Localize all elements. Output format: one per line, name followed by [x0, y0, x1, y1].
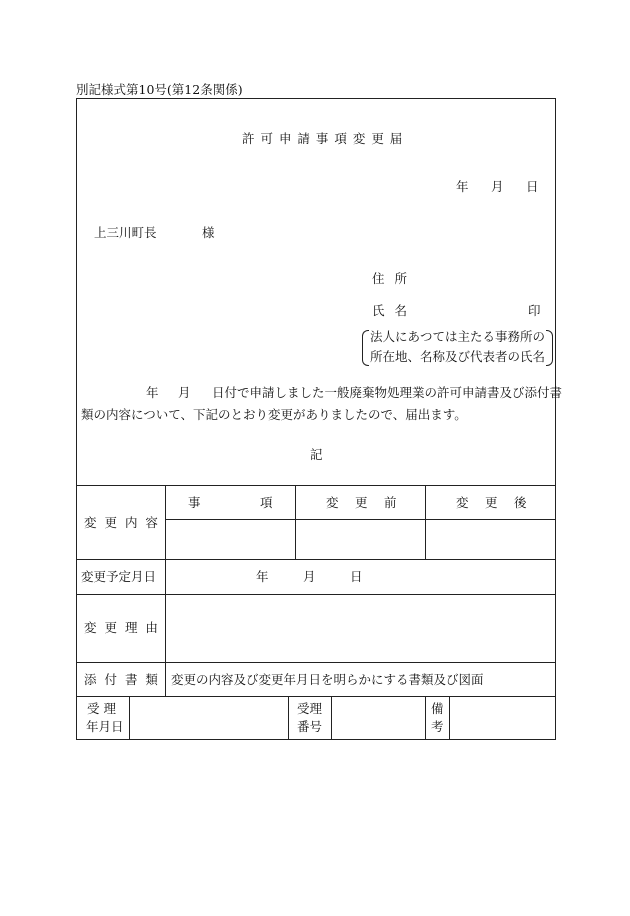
- receipt-number-right-divider: [331, 696, 332, 740]
- table-top-rule: [76, 485, 556, 486]
- receipt-date-label-line1: 受 理: [87, 701, 116, 716]
- form-title: 許 可 申 請 事 項 変 更 届: [242, 131, 404, 146]
- addressee-honorific: 様: [202, 225, 215, 240]
- scheduled-day: 日: [350, 569, 363, 584]
- scheduled-bottom-rule: [76, 594, 556, 595]
- changes-label: 変 更 内 容: [84, 515, 158, 530]
- reason-label: 変 更 理 由: [84, 620, 158, 635]
- changes-bottom-rule: [76, 559, 556, 560]
- remarks-label-line1: 備: [431, 701, 444, 716]
- col-after-char3: 後: [514, 495, 527, 510]
- attachments-label: 添 付 書 類: [84, 672, 158, 687]
- remarks-left-divider: [425, 696, 426, 740]
- remarks-right-divider: [449, 696, 450, 740]
- date-year: 年: [456, 179, 469, 194]
- seal-mark: 印: [528, 303, 541, 318]
- addressee-name: 上三川町長: [94, 225, 157, 240]
- attachments-value: 変更の内容及び変更年月日を明らかにする書類及び図面: [171, 672, 484, 687]
- receipt-number-left-divider: [288, 696, 289, 740]
- scheduled-year: 年: [256, 569, 269, 584]
- scheduled-month: 月: [303, 569, 316, 584]
- label-column-rule: [165, 485, 166, 696]
- receipt-date-divider: [129, 696, 130, 740]
- receipt-number-label-line2: 番号: [297, 719, 323, 734]
- attachments-bottom-rule: [76, 696, 556, 697]
- col-before-char2: 更: [355, 495, 368, 510]
- body-text-line1: 日付で申請しました一般廃棄物処理業の許可申請書及び添付書: [212, 385, 563, 400]
- col-after-char2: 更: [485, 495, 498, 510]
- col-after-char1: 変: [456, 495, 469, 510]
- item-before-divider: [295, 485, 296, 559]
- note-bracket-left: [362, 330, 369, 366]
- changes-header-rule: [165, 519, 556, 520]
- receipt-date-label-line2: 年月日: [86, 719, 124, 734]
- date-month: 月: [491, 179, 504, 194]
- name-label: 氏 名: [372, 303, 407, 318]
- body-month: 月: [178, 385, 191, 400]
- date-day: 日: [526, 179, 539, 194]
- address-label: 住 所: [372, 271, 407, 286]
- applicant-note-line1: 法人にあつては主たる事務所の: [370, 329, 546, 344]
- col-before-char1: 変: [326, 495, 339, 510]
- before-after-divider: [425, 485, 426, 559]
- remarks-label-line2: 考: [431, 719, 444, 734]
- col-before-char3: 前: [384, 495, 397, 510]
- reason-bottom-rule: [76, 662, 556, 663]
- col-item-char1: 事: [188, 495, 201, 510]
- applicant-note-line2: 所在地、名称及び代表者の氏名: [370, 349, 546, 364]
- ki-mark: 記: [310, 447, 323, 462]
- body-text-line2: 類の内容について、下記のとおり変更がありましたので、届出ます。: [81, 407, 467, 422]
- form-number: 別記様式第10号(第12条関係): [76, 82, 243, 97]
- body-year: 年: [146, 385, 159, 400]
- scheduled-date-label: 変更予定月日: [81, 569, 157, 584]
- receipt-number-label-line1: 受理: [297, 701, 323, 716]
- col-item-char2: 項: [260, 495, 273, 510]
- note-bracket-right: [546, 330, 553, 366]
